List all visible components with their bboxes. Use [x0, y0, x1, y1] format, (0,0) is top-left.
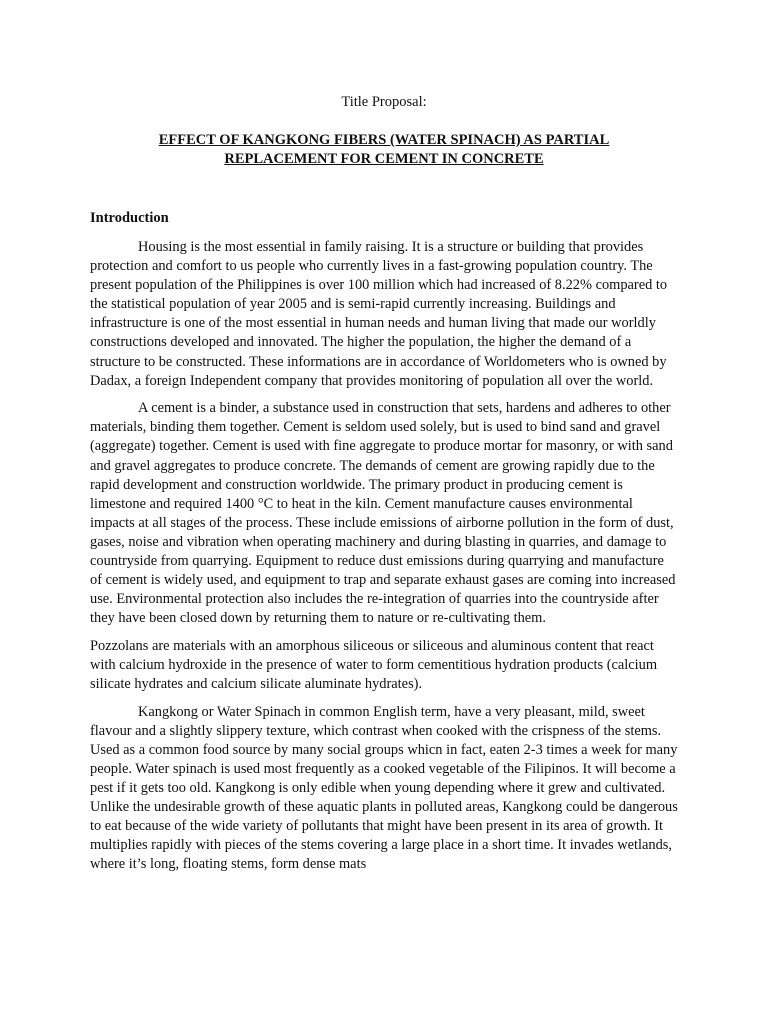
- title-line-2: REPLACEMENT FOR CEMENT IN CONCRETE: [224, 151, 544, 167]
- paragraph-pozzolans: Pozzolans are materials with an amorphous siliceous or siliceous and aluminous content that react with calcium hydroxide in the presence of water to form cementitious hydration products (calcium silicate hydrates and calcium silicate aluminate hydrates).: [90, 637, 658, 693]
- paragraph-kangkong: Kangkong or Water Spinach in common English term, have a very pleasant, mild, sweet flavour and a slightly slippery texture, which contrast when cooked with the crispness of the stems. Used as a common food source by many social groups whicn in fact, eaten 2-3 times a week for many people. Water spinach is used most frequently as a cooked vegetable of the Filipinos. It will become a pest if it gets too old. Kangkong is only edible when young depending where it grew and cultivated. Unlike the undesirable growth of these aquatic plants in polluted areas, Kangkong could be dangerous to eat because of the wide variety of pollutants that might have been present in its area of growth. It multiplies rapidly with pieces of the stems covering a large place in a short time. It invades wetlands, where it’s long, floating stems, form dense mats: [90, 703, 678, 873]
- document-body: [90, 238, 678, 883]
- paragraph-housing: Housing is the most essential in family raising. It is a structure or building that provides protection and comfort to us people who currently lives in a fast-growing population country. The present population of the Philippines is over 100 million which had increased of 8.22% compared to the statistical population of year 2005 and is semi-rapid currently increasing. Buildings and infrastructure is one of the most essential in human needs and human living that made our worldly constructions developed and innovated. The higher the population, the higher the demand of a structure to be constructed. These informations are in accordance of Worldometers who is owned by Dadax, a foreign Independent company that provides monitoring of population all over the world.: [90, 239, 668, 389]
- section-heading: Introduction: [90, 210, 169, 226]
- proposal-label: Title Proposal:: [341, 94, 427, 110]
- document-title: [120, 131, 648, 169]
- paragraph-cement: A cement is a binder, a substance used in construction that sets, hardens and adheres to other materials, binding them together. Cement is seldom used solely, but is used to bind sand and gravel (aggregate) together. Cement is used with fine aggregate to produce mortar for masonry, or with sand and gravel aggregates to produce concrete. The demands of cement are growing rapidly due to the rapid development and construction worldwide. The primary product in producing cement is limestone and required 1400 °C to heat in the kiln. Cement manufacture causes environmental impacts at all stages of the process. These include emissions of airborne pollution in the form of dust, gases, noise and vibration when operating machinery and during blasting in quarries, and damage to countryside from quarrying. Equipment to reduce dust emissions during quarrying and manufacture of cement is widely used, and equipment to trap and separate exhaust gases are coming into increased use. Environmental protection also includes the re-integration of quarries into the countryside after they have been closed down by returning them to nature or re-cultivating them.: [90, 400, 676, 627]
- title-line-1: EFFECT OF KANGKONG FIBERS (WATER SPINACH) AS PARTIAL: [158, 132, 610, 148]
